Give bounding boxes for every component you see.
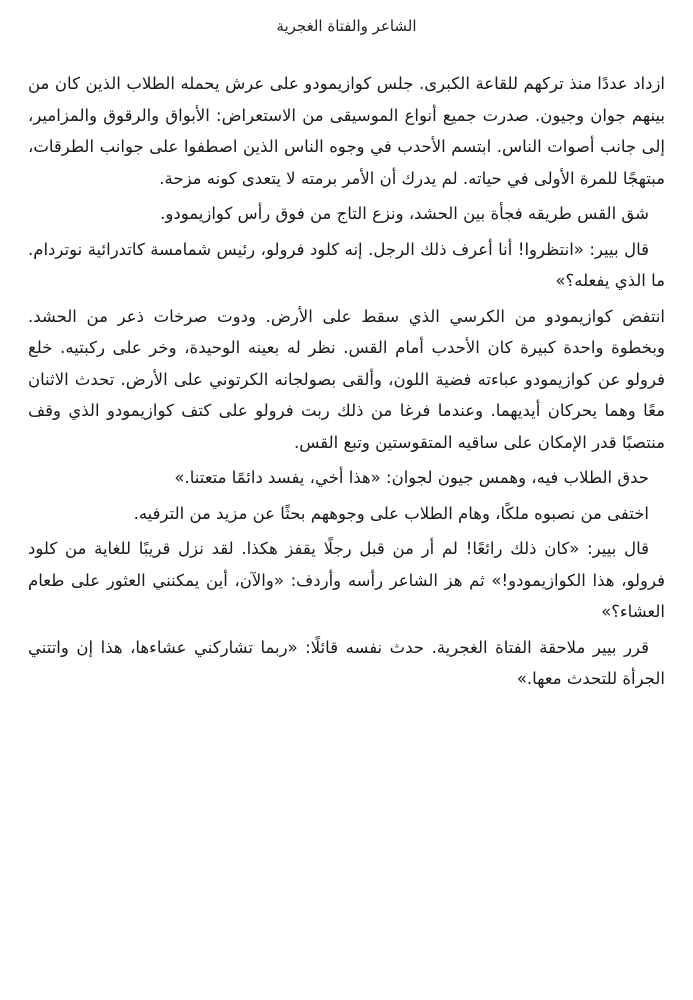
paragraph-5: حدق الطلاب فيه، وهمس جيون لجوان: «هذا أخي، يفسد دائمًا متعتنا.» <box>174 468 649 487</box>
paragraph-7: قال بيير: «كان ذلك رائعًا! لم أر من قبل رجلًا يقفز هكذا. لقد نزل قريبًا للغاية من كلود فرولو، هذا الكوازيمودو!» ثم هز الشاعر رأسه وأردف: «والآن، أين يمكنني العثور على طعام العشاء؟» <box>28 539 665 621</box>
paragraph-3: قال بيير: «انتظروا! أنا أعرف ذلك الرجل. إنه كلود فرولو، رئيس شمامسة كاتدرائية نوتردام. ما الذي يفعله؟» <box>28 239 665 290</box>
paragraph-1: ازداد عددًا منذ تركهم للقاعة الكبرى. جلس كوازيمودو على عرش يحمله الطلاب الذين كان من بينهم جوان وجيون. صدرت جميع أنواع الموسيقى من الاستعراض: الأبواق والرقوق والمزامير، إلى جانب أصوات الناس. ابتسم الأحدب في وجوه الناس الذين اصطفوا على جوانب الطرقات، مبتهجًا للمرة الأولى في حياته. لم يدرك أن الأمر برمته لا يتعدى كونه مزحة. <box>28 74 665 188</box>
body-text <box>28 68 665 695</box>
paragraph-2: شق القس طريقه فجأة بين الحشد، ونزع التاج من فوق رأس كوازيمودو. <box>160 204 649 223</box>
paragraph-8: قرر بيير ملاحقة الفتاة الغجرية. حدث نفسه قائلًا: «ربما تشاركني عشاءها، هذا إن واتتني الجرأة للتحدث معها.» <box>28 637 665 688</box>
paragraph-4: انتفض كوازيمودو من الكرسي الذي سقط على الأرض. ودوت صرخات ذعر من الحشد. وبخطوة واحدة كبيرة كان الأحدب أمام القس. نظر له بعينه الوحيدة، وخر على ركبتيه. خلع فرولو عن كوازيمودو عباءته فضية اللون، وألقى بصولجانه الكرتوني على الأرض. تحدث الاثنان معًا وهما يحركان أيديهما. وعندما فرغا من ذلك ربت فرولو على كتف كوازيمودو الذي وقف منتصبًا قدر الإمكان على ساقيه المتقوستين وتبع القس. <box>28 306 665 452</box>
page-title: الشاعر والفتاة الغجرية <box>276 17 417 35</box>
paragraph-6: اختفى من نصبوه ملكًا، وهام الطلاب على وجوههم بحثًا عن مزيد من الترفيه. <box>133 503 649 523</box>
